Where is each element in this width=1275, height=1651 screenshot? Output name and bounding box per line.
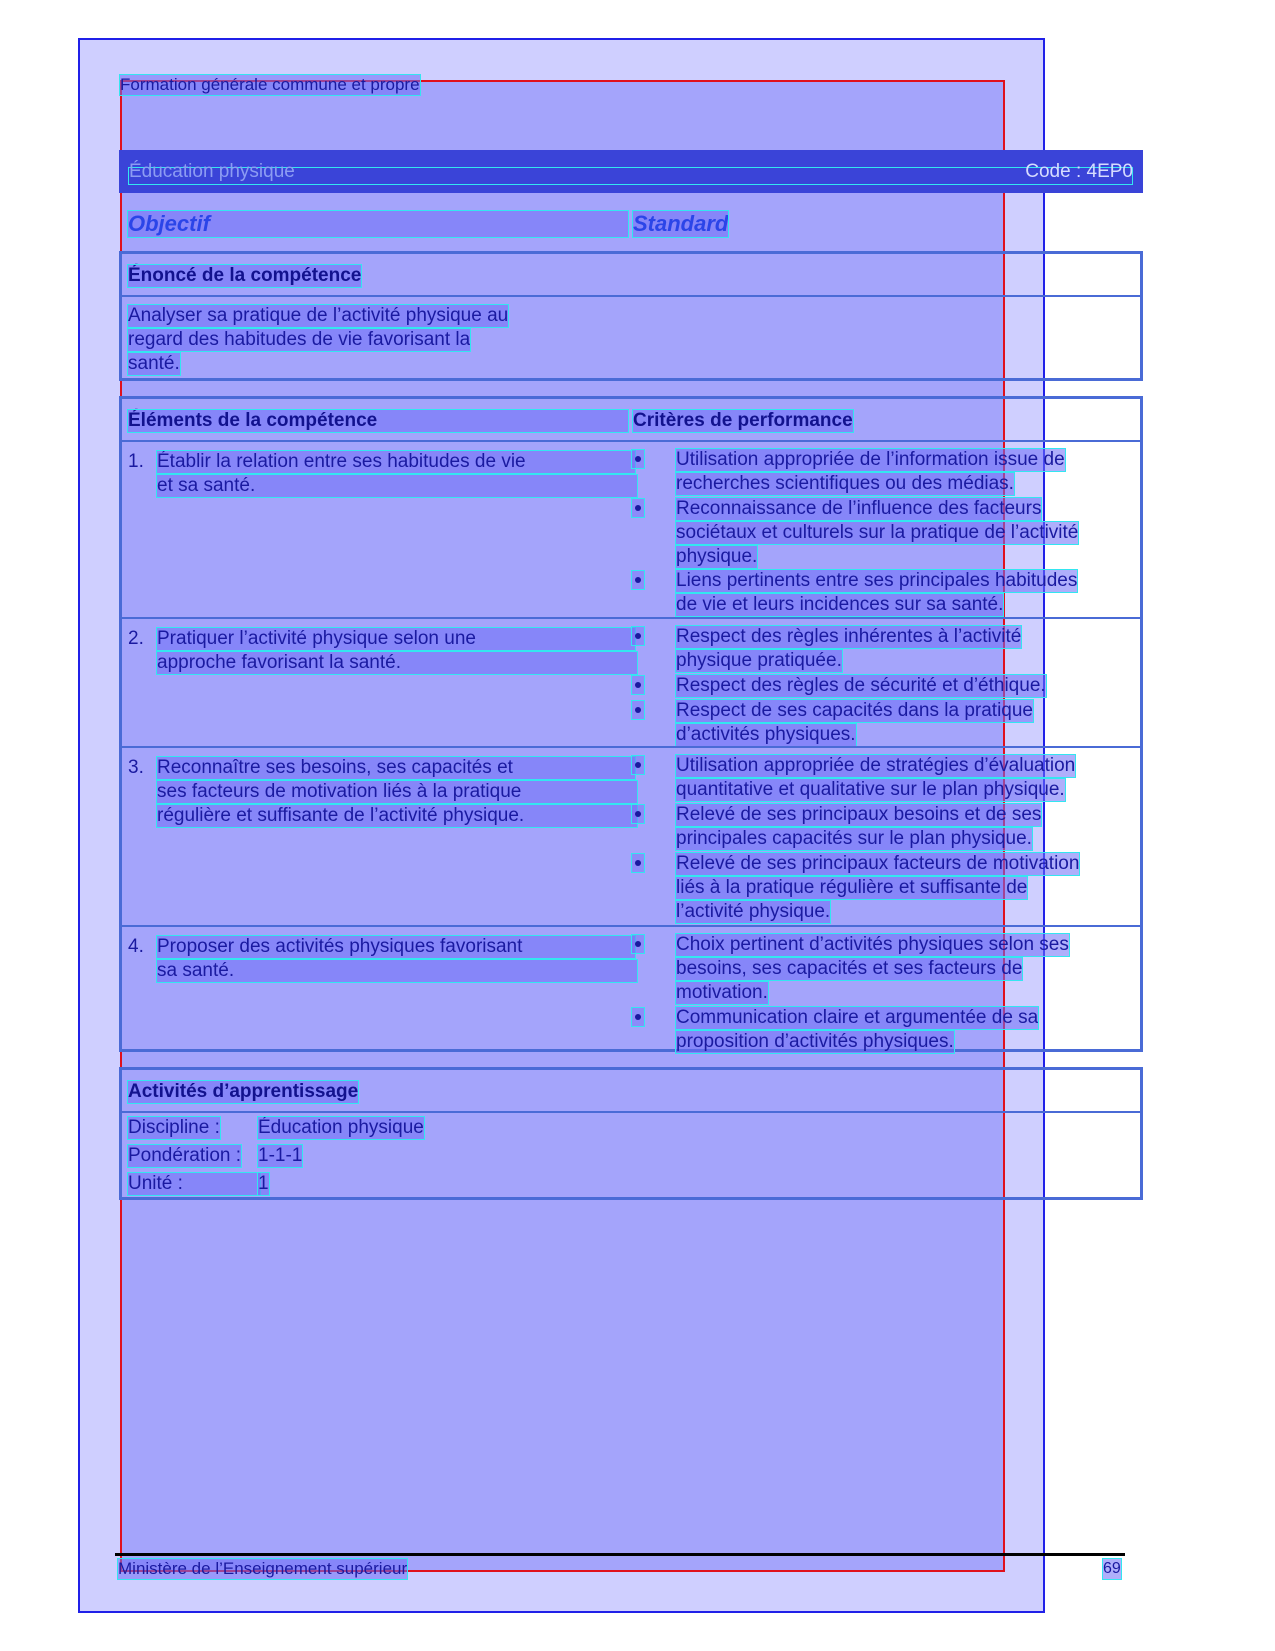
- statement-divider: [119, 295, 1143, 297]
- row-divider: [119, 617, 1143, 619]
- statement-heading: Énoncé de la compétence: [128, 265, 362, 286]
- bullet-icon: [635, 811, 641, 817]
- criterion-text: Relevé de ses principaux facteurs de motivation: [676, 853, 1080, 874]
- criterion-text: physique.: [676, 546, 758, 567]
- criterion-text: Respect de ses capacités dans la pratique: [676, 700, 1033, 721]
- footer-ministry: Ministère de l’Enseignement supérieur: [118, 1559, 408, 1578]
- page-number: 69: [1103, 1560, 1121, 1577]
- element-text: ses facteurs de motivation liés à la pratique: [157, 781, 637, 803]
- unit-value: 1: [258, 1173, 269, 1194]
- criterion-text: d’activités physiques.: [676, 724, 856, 745]
- criterion-text: Choix pertinent d’activités physiques selon ses: [676, 934, 1069, 955]
- element-text: sa santé.: [157, 960, 637, 982]
- bullet-icon: [635, 505, 641, 511]
- discipline-label: Discipline :: [128, 1117, 220, 1138]
- criterion-text: Liens pertinents entre ses principales habitudes: [676, 570, 1078, 591]
- statement-line: Analyser sa pratique de l’activité physique au: [128, 305, 509, 326]
- elements-heading: Éléments de la compétence: [128, 410, 628, 432]
- criterion-text: Utilisation appropriée de stratégies d’évaluation: [676, 755, 1076, 776]
- bullet-icon: [635, 577, 641, 583]
- element-number: 3.: [128, 757, 144, 778]
- bullet-icon: [635, 1014, 641, 1020]
- criterion-text: quantitative et qualitative sur le plan physique.: [676, 779, 1065, 800]
- criterion-text: Reconnaissance de l’influence des facteurs: [676, 498, 1042, 519]
- bullet-icon: [635, 707, 641, 713]
- element-text: Reconnaître ses besoins, ses capacités et: [157, 757, 635, 779]
- criterion-text: sociétaux et culturels sur la pratique de l’activité: [676, 522, 1079, 543]
- criterion-text: Respect des règles de sécurité et d’éthique.: [676, 675, 1046, 696]
- activities-divider: [119, 1111, 1143, 1113]
- element-number: 4.: [128, 936, 144, 957]
- row-divider: [119, 925, 1143, 927]
- statement-line: santé.: [128, 353, 180, 374]
- criterion-text: l’activité physique.: [676, 901, 831, 922]
- criterion-text: de vie et leurs incidences sur sa santé.: [676, 594, 1004, 615]
- bullet-icon: [635, 941, 641, 947]
- criterion-text: principales capacités sur le plan physique.: [676, 828, 1032, 849]
- running-head: Formation générale commune et propre: [120, 75, 420, 94]
- element-text: Établir la relation entre ses habitudes de vie: [157, 451, 635, 473]
- element-number: 1.: [128, 451, 144, 472]
- row-divider: [119, 746, 1143, 748]
- discipline-value: Éducation physique: [258, 1117, 424, 1138]
- element-text: approche favorisant la santé.: [157, 652, 637, 674]
- criterion-text: motivation.: [676, 982, 768, 1003]
- element-number: 2.: [128, 628, 144, 649]
- unit-label: Unité :: [128, 1173, 260, 1195]
- standard-heading: Standard: [633, 211, 729, 236]
- element-text: et sa santé.: [157, 475, 637, 497]
- objective-heading: Objectif: [128, 211, 628, 237]
- criterion-text: Relevé de ses principaux besoins et de ses: [676, 804, 1042, 825]
- course-title: Éducation physique: [129, 161, 295, 182]
- elements-header-divider: [119, 440, 1143, 442]
- criterion-text: Utilisation appropriée de l’information issue de: [676, 449, 1065, 470]
- weighting-label: Pondération :: [128, 1145, 242, 1166]
- element-text: régulière et suffisante de l’activité physique.: [157, 805, 637, 827]
- element-text: Proposer des activités physiques favorisant: [157, 936, 635, 958]
- footer-rule: [115, 1553, 1125, 1556]
- criteria-heading: Critères de performance: [633, 410, 853, 431]
- criterion-text: liés à la pratique régulière et suffisante de: [676, 877, 1028, 898]
- criterion-text: physique pratiquée.: [676, 650, 842, 671]
- criterion-text: recherches scientifiques ou des médias.: [676, 473, 1014, 494]
- weighting-value: 1-1-1: [258, 1145, 303, 1166]
- statement-line: regard des habitudes de vie favorisant la: [128, 329, 471, 350]
- activities-heading: Activités d’apprentissage: [128, 1081, 359, 1102]
- course-code: Code : 4EP0: [1025, 161, 1133, 182]
- bullet-icon: [635, 682, 641, 688]
- criterion-text: besoins, ses capacités et ses facteurs de: [676, 958, 1023, 979]
- bullet-icon: [635, 860, 641, 866]
- element-text: Pratiquer l’activité physique selon une: [157, 628, 635, 650]
- criterion-text: proposition d’activités physiques.: [676, 1031, 954, 1052]
- criterion-text: Communication claire et argumentée de sa: [676, 1007, 1039, 1028]
- bullet-icon: [635, 762, 641, 768]
- bullet-icon: [635, 456, 641, 462]
- criterion-text: Respect des règles inhérentes à l’activité: [676, 626, 1022, 647]
- bullet-icon: [635, 633, 641, 639]
